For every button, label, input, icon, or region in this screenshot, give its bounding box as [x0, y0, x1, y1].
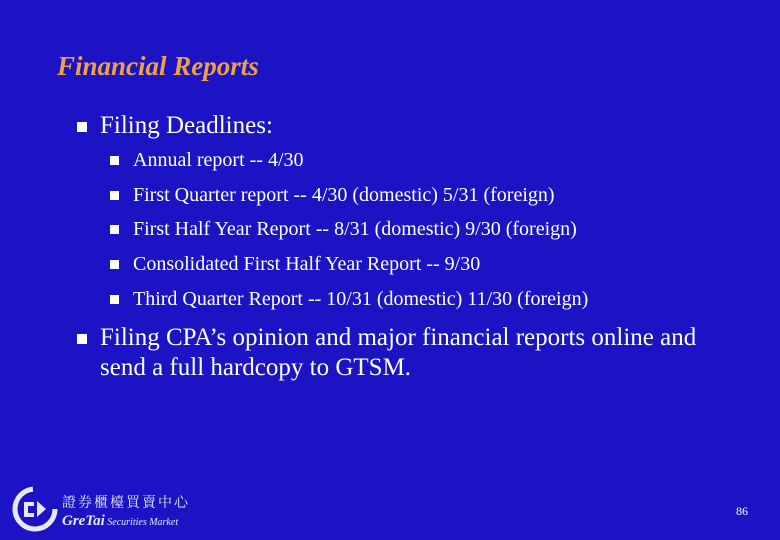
list-item [133, 287, 588, 322]
square-bullet-icon [110, 260, 119, 269]
bullet-text: Filing Deadlines: [100, 112, 273, 139]
square-bullet-icon [110, 156, 119, 165]
bullet-text: Filing CPA’s opinion and major financial reports online and send a full hardcopy to GTSM. [100, 324, 697, 381]
square-bullet-icon [110, 225, 119, 234]
square-bullet-icon [77, 334, 87, 344]
square-bullet-icon [77, 122, 87, 132]
gretai-logo-icon [12, 486, 58, 532]
list-item-text: Consolidated First Half Year Report -- 9/30 [133, 253, 481, 276]
square-bullet-icon [110, 295, 119, 304]
slide-title: Financial Reports [57, 51, 259, 81]
bullet-filing-deadlines [100, 111, 273, 141]
list-item-text: First Quarter report -- 4/30 (domestic) 5/31 (foreign) [133, 183, 555, 206]
list-item-text: Third Quarter Report -- 10/31 (domestic) 11/30 (foreign) [133, 287, 589, 310]
logo-chinese-name: 證券櫃檯買賣中心 [62, 495, 190, 511]
filing-deadlines-list [133, 148, 588, 321]
gretai-logo [12, 486, 192, 534]
list-item-text: Annual report -- 4/30 [133, 149, 304, 171]
logo-english-name: GreTai Securities Market [62, 513, 179, 529]
list-item [133, 252, 588, 287]
bullet-filing-cpa [100, 323, 740, 383]
page-number: 86 [736, 504, 748, 518]
list-item-text: First Half Year Report -- 8/31 (domestic) 9/30 (foreign) [133, 218, 577, 241]
list-item [133, 148, 588, 183]
square-bullet-icon [110, 191, 119, 200]
list-item [133, 217, 588, 252]
list-item [133, 183, 588, 218]
